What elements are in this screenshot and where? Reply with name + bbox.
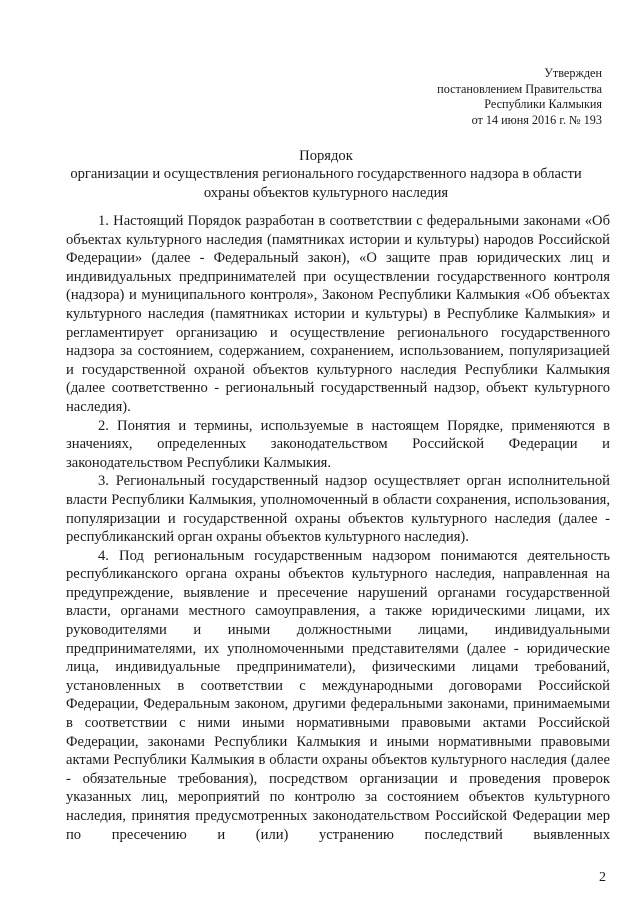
approval-stamp: [437, 66, 602, 128]
paragraph-3: 3. Региональный государственный надзор осуществляет орган исполнительной власти Республики Калмыкия, уполномоченный в области сохранения, использования, популяризации и государственной охраны объектов культурного наследия (далее - республиканский орган охраны объектов культурного наследия).: [66, 473, 610, 546]
paragraph-2: 2. Понятия и термины, используемые в настоящем Порядке, применяются в значениях, определенных законодательством Российской Федерации и законодательством Республики Калмыкия.: [66, 417, 610, 471]
approval-line-approved: Утвержден: [544, 66, 602, 80]
title-line-3: охраны объектов культурного наследия: [203, 184, 449, 201]
title-line-2: организации и осуществления регионального государственного надзора в области: [70, 166, 582, 183]
document-title: [40, 147, 612, 202]
paragraph-4: 4. Под региональным государственным надзором понимаются деятельность республиканского органа охраны объектов культурного наследия, направленная на предупреждение, выявление и пресечение нарушений органами государственной власти, органами местного самоуправления, а также юридическими лицами, их руководителями и иными должностными лицами, индивидуальными предпринимателями, их уполномоченными представителями (далее - юридические лица, индивидуальные предприниматели), физическими лицами требований, установленных в соответствии с международными договорами Российской Федерации, Федеральным законом, другими федеральными законами, принимаемыми в соответствии с ними иными нормативными правовыми актами Российской Федерации, законами Республики Калмыкия и иными нормативными правовыми актами Республики Калмыкия в области охраны объектов культурного наследия (далее - обязательные требования), посредством организации и проведения проверок указанных лиц, мероприятий по контролю за состоянием объектов культурного наследия, принятия предусмотренных законодательством Российской Федерации мер по пресечению и (или) устранению последствий выявленных: [66, 547, 610, 843]
title-line-1: Порядок: [299, 148, 353, 164]
approval-line-date: от 14 июня 2016 г. № 193: [471, 112, 602, 127]
paragraph-1: 1. Настоящий Порядок разработан в соответствии с федеральными законами «Об объектах культурного наследия (памятниках истории и культуры) народов Российской Федерации» (далее - Федеральный закон), «О защите прав юридических лиц и индивидуальных предпринимателей при осуществлении государственного контроля (надзора) и муниципального контроля», Законом Республики Калмыкия «Об объектах культурного наследия (памятниках истории и культуры) в Республике Калмыкия» и регламентирует организацию и осуществление регионального государственного надзора за состоянием, содержанием, сохранением, использованием, популяризацией и государственной охраной объектов культурного наследия Республики Калмыкия (далее соответственно - региональный государственный надзор, объект культурного наследия).: [66, 213, 610, 415]
page-number: 2: [599, 870, 606, 885]
approval-line-resolution: постановлением Правительства: [437, 81, 602, 96]
document-body: [66, 212, 610, 844]
approval-line-republic: Республики Калмыкия: [484, 97, 602, 111]
